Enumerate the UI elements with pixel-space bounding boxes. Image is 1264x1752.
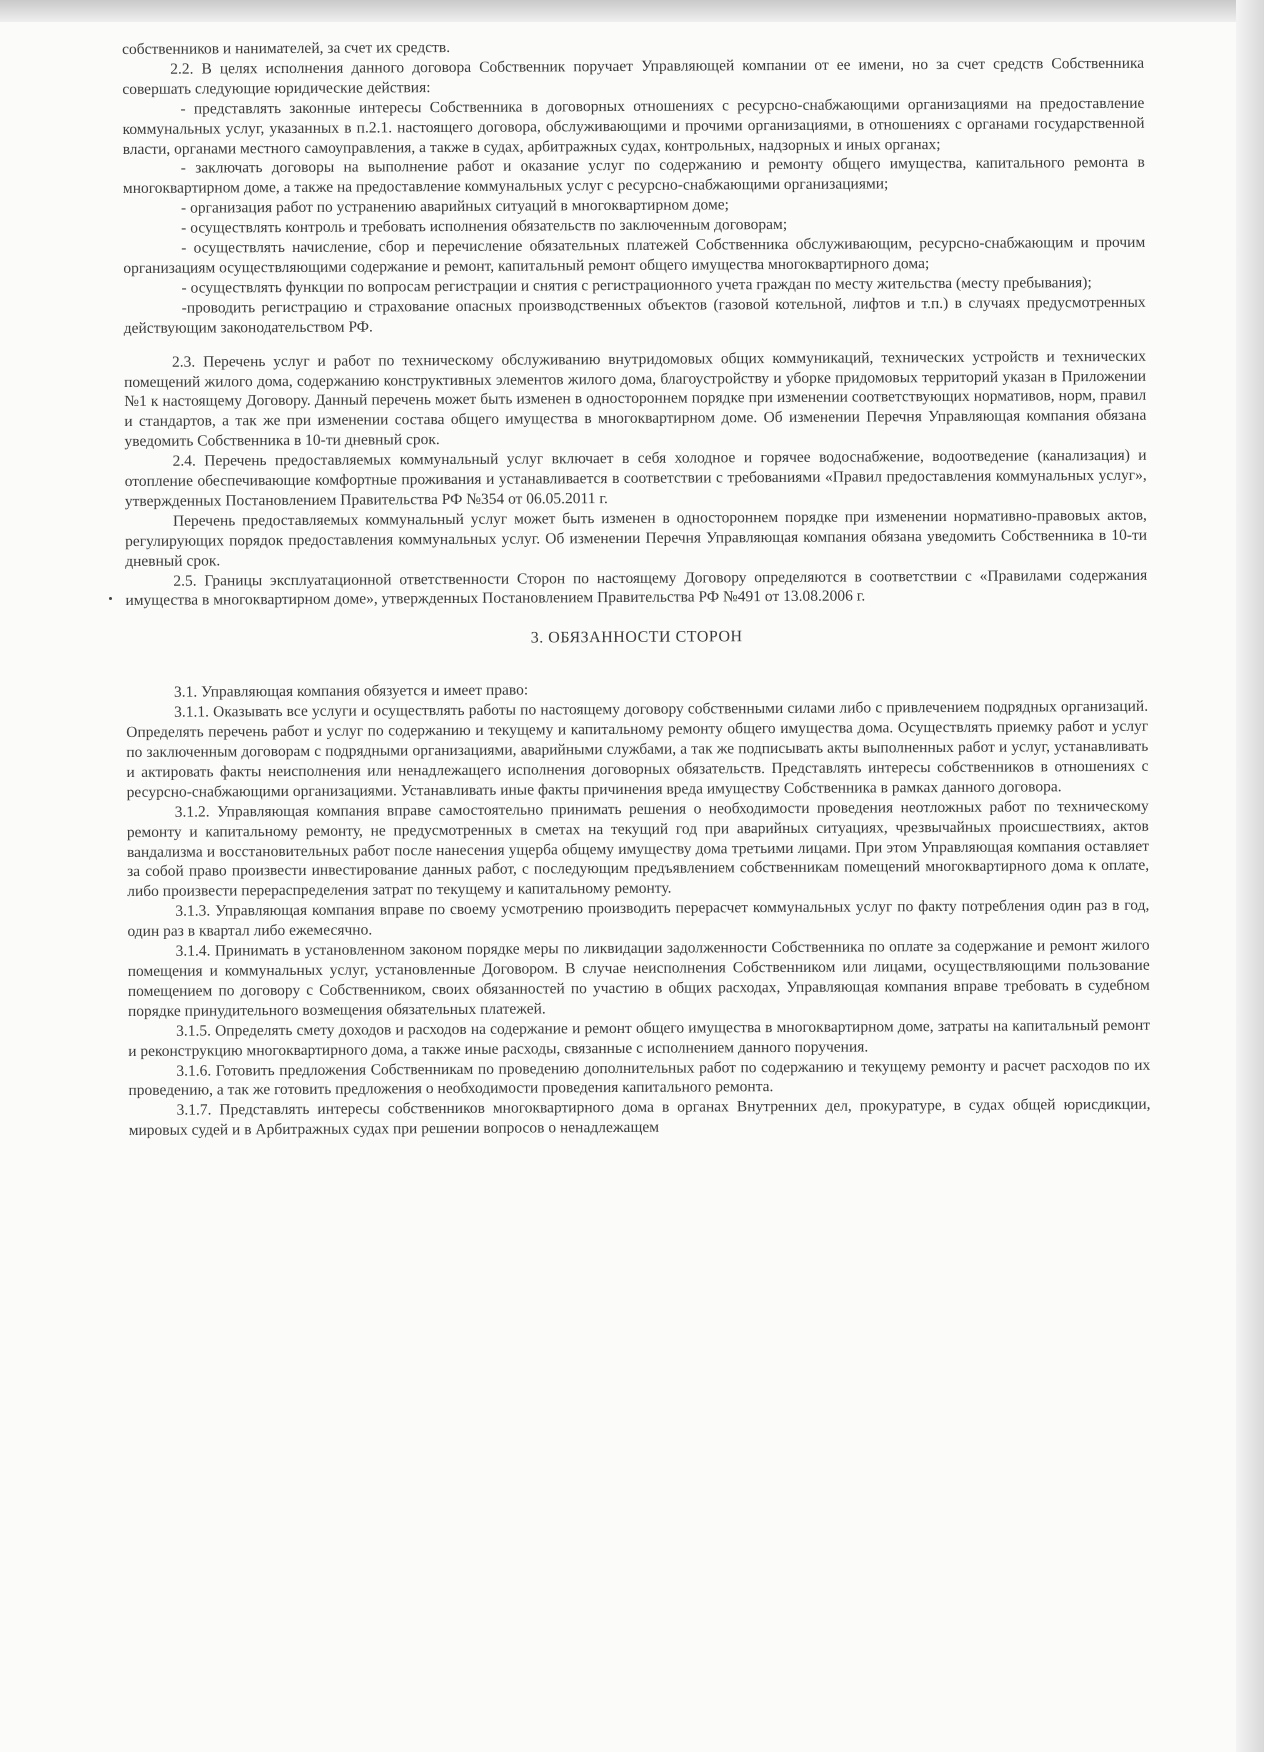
paragraph: 3.1. Управляющая компания обязуется и имеет право: bbox=[173, 681, 529, 701]
list-item: - заключать договоры на выполнение работ и оказание услуг по содержанию и ремонту общего имущества, капитального ремонта в многоквартирном доме, а также на предоставление коммунальных услуг с ресурсно-снабжающими организациями; bbox=[122, 154, 1145, 198]
paragraph: 3.1.2. Управляющая компания вправе самостоятельно принимать решения о необходимости проведения неотложных работ по техническому ремонту и капитальному ремонту, не предусмотренных в сметах на текущий год при аварийных ситуациях, чрезвычайных происшествиях, актов вандализма и восстановительных работ после нанесения ущерба общему имуществу дома третьими лицами. При этом Управляющая компания оставляет за собой право произвести инвестирование данных работ, с последующим предъявлением собственникам помещений многоквартирного дома к оплате, либо произвести перераспределения затрат по текущему и капитальному ремонту. bbox=[126, 797, 1150, 901]
paragraph: 3.1.1. Оказывать все услуги и осуществлять работы по настоящему договору собственными силами либо с привлечением подрядных организаций. Определять перечень работ и услуг по содержанию и текущему и капитальному ремонту общего имущества дома. Осуществлять приемку работ и услуг по заключенным договорам с подрядными организациями, аварийными службами, а так же подписывать акты выполненных работ и услуг, устанавливать и актировать факты неисполнения или ненадлежащего исполнения договорных обязательств. Представлять интересы собственников в отношениях с ресурсно-снабжающими организациями. Устанавливать иные факты причинения вреда имуществу Собственника в рамках данного договора. bbox=[126, 697, 1149, 801]
margin-dot-mark bbox=[109, 597, 112, 600]
list-item: - осуществлять контроль и требовать исполнения обязательств по заключенным договорам; bbox=[181, 216, 788, 237]
list-item: -проводить регистрацию и страхование опасных производственных объектов (газовой котельной, лифтов и т.п.) в случаях предусмотренных действующим законодательством РФ. bbox=[123, 293, 1146, 337]
list-item: - осуществлять начисление, сбор и перечисление обязательных платежей Собственника обслуживающим, ресурсно-снабжающим и прочим организациям осуществляющими содержание и ремонт, капитальный ремонт общего имущества многоквартирного дома; bbox=[123, 233, 1146, 277]
paragraph: 2.3. Перечень услуг и работ по техническому обслуживанию внутридомовых общих коммуникаций, технических устройств и технических помещений жилого дома, содержанию конструктивных элементов жилого дома, благоустройству и уборке придомовых территорий указан в Приложении №1 к настоящему Договору. Данный перечень может быть изменен в одностороннем порядке при изменении соответствующих нормативов, норм, правил и стандартов, а так же при изменении состава общего имущества в многоквартирном доме. Об изменении Перечня Управляющая компания обязана уведомить Собственника в 10-ти дневный срок. bbox=[124, 347, 1147, 451]
paragraph: 3.1.7. Представлять интересы собственников многоквартирного дома в органах Внутренних дел, прокуратуре, в судах общей юрисдикции, мировых судей и в Арбитражных судах при решении вопросов о ненадлежащем bbox=[128, 1096, 1151, 1140]
list-item: - представлять законные интересы Собственника в договорных отношениях с ресурсно-снабжающими организациями на предоставление коммунальных услуг, указанных в п.2.1. настоящего договора, обслуживающими и прочими организациями, в отношениях с органами государственной власти, органами местного самоуправления, а также в судах, арбитражных судах, контрольных, надзорных и иных органах; bbox=[122, 94, 1145, 158]
paragraph: 2.2. В целях исполнения данного договора Собственник поручает Управляющей компании от ее имени, но за счет средств Собственника совершать следующие юридические действия: bbox=[122, 54, 1145, 98]
paragraph: 3.1.4. Принимать в установленном законом порядке меры по ликвидации задолженности Собственника по оплате за содержание и ремонт жилого помещения и коммунальных услуг, установленные Договором. В случае неисполнения Собственником или лицами, осуществляющими пользование помещением по договору с Собственником, своих обязанностей по участию в общих расходах, Управляющая компания вправе требовать в судебном порядке принудительного возмещения обязательных платежей. bbox=[127, 936, 1150, 1020]
list-item: - осуществлять функции по вопросам регистрации и снятия с регистрационного учета граждан по месту жительства (месту пребывания); bbox=[181, 273, 1092, 297]
paragraph: 3.1.3. Управляющая компания вправе по своему усмотрению производить перерасчет коммунальных услуг по факту потребления один раз в год, один раз в квартал либо ежемесячно. bbox=[127, 896, 1150, 941]
list-item: - организация работ по устранению аварийных ситуаций в многоквартирном доме; bbox=[180, 196, 730, 217]
paragraph: собственников и нанимателей, за счет их средств. bbox=[122, 38, 451, 58]
paragraph: 3.1.5. Определять смету доходов и расходов на содержание и ремонт общего имущества в многоквартирном доме, затраты на капитальный ремонт и реконструкцию многоквартирного дома, а также иные расходы, связанные с исполнением данного поручения. bbox=[128, 1016, 1151, 1060]
page-top-edge-shadow bbox=[0, 0, 1264, 22]
paragraph: 2.4. Перечень предоставляемых коммунальный услуг включает в себя холодное и горячее водоснабжение, водоотведение (канализация) и отопление обеспечивающие комфортные проживания и устанавливается в соответствии с требованиями «Правил предоставления коммунальных услуг», утвержденных Постановлением Правительства РФ №354 от 06.05.2011 г. bbox=[124, 446, 1147, 510]
paragraph: 3.1.6. Готовить предложения Собственникам по проведению дополнительных работ по содержанию и текущему ремонту и расчет расходов по их проведению, а так же готовить предложения о необходимости проведения капитального ремонта. bbox=[128, 1056, 1151, 1100]
document-text bbox=[122, 34, 1151, 1141]
paragraph: 2.5. Границы эксплуатационной ответственности Сторон по настоящему Договору определяются в соответствии с «Правилами содержания имущества в многоквартирном доме», утвержденных Постановлением Правительства РФ №491 от 13.08.2006 г. bbox=[125, 566, 1148, 610]
paragraph: Перечень предоставляемых коммунальный услуг может быть изменен в одностороннем порядке при изменении нормативно-правовых актов, регулирующих порядок предоставления коммунальных услуг. Об изменении Перечня Управляющая компания обязана уведомить Собственника в 10-ти дневный срок. bbox=[125, 506, 1148, 570]
page-right-edge-shadow bbox=[1236, 0, 1264, 1752]
section-heading: 3. ОБЯЗАННОСТИ СТОРОН bbox=[530, 628, 743, 647]
